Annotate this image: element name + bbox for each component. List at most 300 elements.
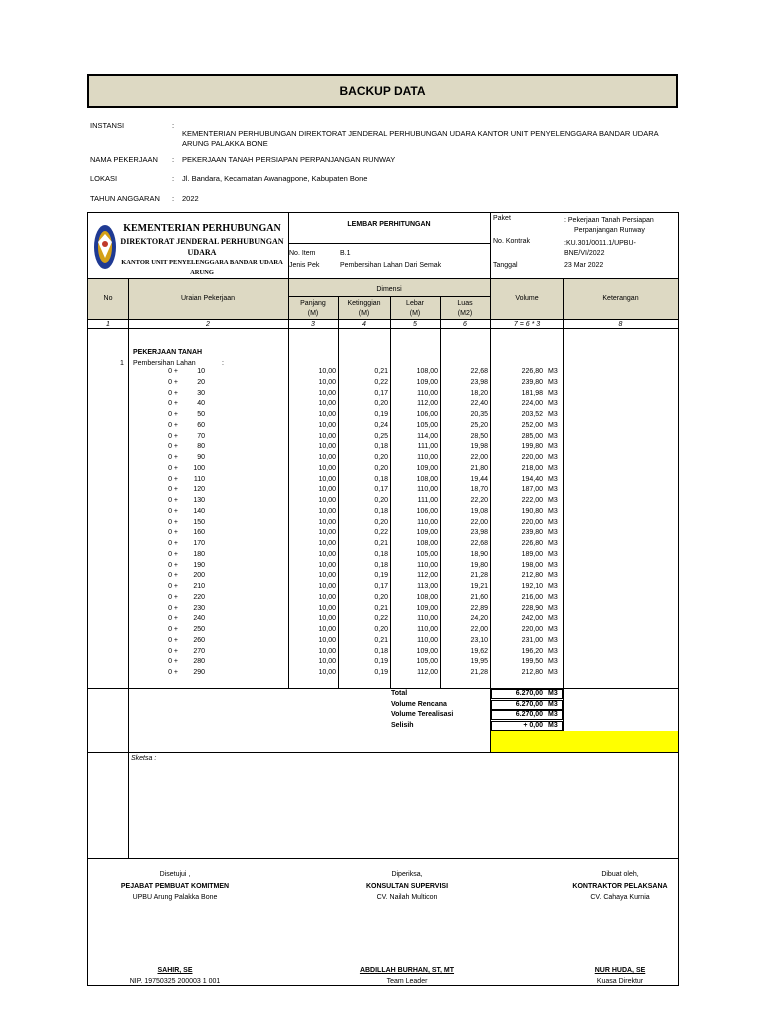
table-row [0,604,768,615]
row-lebar: 114,00 [417,432,438,440]
row-lebar: 106,00 [416,411,438,418]
row-unit: M3 [548,507,558,515]
row-sta-prefix: 0 + [168,604,178,612]
row-volume: 224,00 [521,400,543,408]
row-unit: M3 [548,432,558,440]
item-name: Pembersihan Lahan [133,360,196,367]
col-header-panjang-unit: (M) [307,310,319,317]
row-volume: 252,00 [521,421,543,429]
total-cell-border [491,689,563,699]
row-panjang: 10,00 [318,507,336,515]
col-header-luas-unit: (M2) [457,310,473,317]
row-luas: 28,50 [470,432,488,440]
row-unit: M3 [548,540,558,547]
row-luas: 19,98 [470,443,488,451]
row-ketinggian: 0,22 [374,378,388,386]
signature-top: Disetujui , [159,871,191,878]
row-unit: M3 [548,475,558,483]
row-sta-prefix: 0 + [168,400,178,408]
info-label-tahun: TAHUN ANGGARAN [90,194,160,203]
row-lebar: 112,00 [417,669,438,676]
row-unit: M3 [548,368,558,375]
col-header-keterangan: Keterangan [602,295,639,302]
table-row [0,668,768,679]
row-sta-value: 20 [197,378,205,386]
row-volume: 242,00 [521,615,543,623]
kontrak-value-1: :KU.301/0011.1/UPBU- [564,240,636,247]
row-sta-value: 230 [193,604,205,612]
row-luas: 18,70 [470,486,488,494]
row-panjang: 10,00 [318,636,336,644]
col-header-luas: Luas [457,300,473,307]
row-sta-value: 10 [197,368,205,375]
table-row [0,453,768,464]
col-index: 1 [106,321,110,328]
col-header-ketinggian: Ketinggian [347,300,381,307]
row-unit: M3 [548,529,558,537]
row-luas: 24,20 [470,615,488,623]
col-index: 4 [362,321,366,328]
row-lebar: 106,00 [416,507,438,515]
row-sta-value: 30 [197,389,205,397]
row-ketinggian: 0,22 [374,615,388,623]
row-ketinggian: 0,18 [374,443,388,451]
tanggal-value: 23 Mar 2022 [564,262,604,269]
signature-org: CV. Nailah Multicon [376,894,438,901]
row-sta-value: 70 [197,432,205,440]
row-volume: 218,00 [521,464,543,472]
row-lebar: 112,00 [417,400,438,408]
row-volume: 216,00 [521,593,543,601]
table-row [0,625,768,636]
table-row [0,636,768,647]
row-ketinggian: 0,19 [374,669,388,676]
info-colon: : [172,174,175,183]
row-ketinggian: 0,20 [374,593,388,601]
table-row [0,647,768,658]
col-header-ketinggian-unit: (M) [358,310,370,317]
row-panjang: 10,00 [318,464,336,472]
kontrak-value-2: BNE/VI/2022 [564,250,605,257]
info-value-nama-pekerjaan: PEKERJAAN TANAH PERSIAPAN PERPANJANGAN RUNWAY [182,155,396,164]
row-panjang: 10,00 [318,604,336,612]
table-row [0,496,768,507]
item-number: 1 [120,360,124,367]
row-sta-prefix: 0 + [168,583,178,590]
row-sta-prefix: 0 + [168,475,178,483]
row-ketinggian: 0,20 [374,497,388,504]
row-volume: 203,52 [521,411,543,418]
table-row [0,507,768,518]
row-panjang: 10,00 [318,368,336,375]
row-lebar: 105,00 [416,421,438,429]
info-label-lokasi: LOKASI [90,174,118,183]
row-unit: M3 [548,636,558,644]
row-ketinggian: 0,17 [374,486,388,494]
total-unit: M3 [548,721,558,729]
row-sta-value: 200 [193,572,205,580]
info-value-tahun: 2022 [182,194,199,203]
row-sta-value: 170 [193,540,205,547]
row-lebar: 110,00 [417,626,438,633]
signature-top: Dibuat oleh, [601,871,639,878]
row-volume: 199,50 [521,658,543,666]
row-unit: M3 [548,647,558,655]
row-unit: M3 [548,550,558,558]
row-panjang: 10,00 [318,615,336,623]
signature-sub: NIP. 19750325 200003 1 001 [129,978,221,985]
row-panjang: 10,00 [318,432,336,440]
row-lebar: 110,00 [417,518,438,526]
row-volume: 196,20 [521,647,543,655]
table-row [0,593,768,604]
table-row [0,378,768,389]
row-panjang: 10,00 [318,540,336,547]
info-value-instansi: KEMENTERIAN PERHUBUNGAN DIREKTORAT JENDERAL PERHUBUNGAN UDARA KANTOR UNIT PENYELENGGARA BANDAR UDARA ARUNG PALAKKA BONE [182,129,659,148]
col-index: 3 [311,321,315,328]
row-lebar: 109,00 [416,604,438,612]
item-value: B.1 [340,250,351,257]
total-unit: M3 [548,690,558,697]
row-ketinggian: 0,18 [374,475,388,483]
row-unit: M3 [548,572,558,580]
table-row [0,561,768,572]
row-sta-value: 140 [193,507,205,515]
row-panjang: 10,00 [318,497,336,504]
row-luas: 21,28 [470,572,488,580]
row-lebar: 108,00 [416,540,438,547]
row-sta-prefix: 0 + [168,432,178,440]
row-lebar: 110,00 [417,636,438,644]
row-sta-prefix: 0 + [168,593,178,601]
table-row [0,367,768,378]
row-unit: M3 [548,378,558,386]
row-lebar: 109,00 [416,378,438,386]
row-unit: M3 [548,464,558,472]
row-lebar: 111,00 [417,443,438,451]
row-lebar: 112,00 [417,572,438,580]
signature-role: KONTRAKTOR PELAKSANA [572,883,668,890]
row-sta-prefix: 0 + [168,540,178,547]
row-ketinggian: 0,17 [374,583,388,590]
row-ketinggian: 0,18 [374,507,388,515]
row-ketinggian: 0,21 [374,604,388,612]
row-ketinggian: 0,21 [374,636,388,644]
paket-value-2: Perpanjangan Runway [574,227,645,234]
kontrak-label: No. Kontrak [493,238,530,245]
row-unit: M3 [548,669,558,676]
table-row [0,475,768,486]
row-luas: 21,28 [470,669,488,676]
row-ketinggian: 0,22 [374,529,388,537]
table-row [0,485,768,496]
row-sta-prefix: 0 + [168,550,178,558]
row-sta-value: 280 [193,658,205,666]
row-lebar: 110,00 [417,615,438,623]
signature-name: ABDILLAH BURHAN, ST, MT [359,967,455,974]
row-luas: 18,20 [470,389,488,397]
row-panjang: 10,00 [318,389,336,397]
row-sta-prefix: 0 + [168,626,178,633]
row-unit: M3 [548,593,558,601]
row-ketinggian: 0,20 [374,454,388,461]
row-panjang: 10,00 [318,378,336,386]
row-sta-prefix: 0 + [168,443,178,451]
row-luas: 19,44 [470,475,488,483]
row-lebar: 109,00 [416,647,438,655]
sheet-title: LEMBAR PERHITUNGAN [347,221,431,228]
row-unit: M3 [548,454,558,461]
row-volume: 212,80 [521,572,543,580]
row-ketinggian: 0,17 [374,389,388,397]
signature-name: SAHIR, SE [157,967,193,974]
row-luas: 22,00 [470,626,488,633]
table-row [0,432,768,443]
table-row [0,442,768,453]
table-row [0,421,768,432]
row-luas: 21,80 [470,464,488,472]
row-panjang: 10,00 [318,411,336,418]
row-unit: M3 [548,497,558,504]
row-luas: 20,35 [470,411,488,418]
row-panjang: 10,00 [318,475,336,483]
jenis-value: Pembersihan Lahan Dari Semak [340,262,442,269]
signature-sub: Team Leader [386,978,428,985]
row-lebar: 110,00 [417,486,438,494]
signature-role: PEJABAT PEMBUAT KOMITMEN [120,883,230,890]
info-value-lokasi: Jl. Bandara, Kecamatan Awanagpone, Kabupaten Bone [182,174,368,183]
table-rule [87,278,679,279]
row-sta-value: 120 [193,486,205,494]
col-header-uraian: Uraian Pekerjaan [180,295,236,302]
row-panjang: 10,00 [318,561,336,569]
section-title: PEKERJAAN TANAH [133,349,203,356]
table-row [0,614,768,625]
row-volume: 226,80 [521,368,543,375]
col-index: 8 [618,321,623,328]
paket-value-1: : Pekerjaan Tanah Persiapan [564,217,654,224]
row-luas: 21,60 [470,593,488,601]
row-volume: 239,80 [521,529,543,537]
row-unit: M3 [548,615,558,623]
row-panjang: 10,00 [318,486,336,494]
paket-label: Paket [493,215,511,222]
row-ketinggian: 0,19 [374,572,388,580]
table-row [0,518,768,529]
row-luas: 18,90 [470,550,488,558]
row-ketinggian: 0,20 [374,464,388,472]
jenis-label: Jenis Pek [289,262,320,269]
row-luas: 19,95 [470,658,488,666]
row-sta-prefix: 0 + [168,389,178,397]
row-sta-value: 160 [193,529,205,537]
row-panjang: 10,00 [318,529,336,537]
total-label: Total [391,690,408,697]
row-sta-value: 260 [193,636,205,644]
row-luas: 19,08 [470,507,488,515]
table-row [0,389,768,400]
row-luas: 22,68 [470,368,488,375]
row-sta-value: 180 [193,550,205,558]
row-sta-value: 60 [197,421,205,429]
org-line-1: KEMENTERIAN PERHUBUNGAN [123,223,281,234]
col-header-volume: Volume [515,295,539,302]
row-sta-prefix: 0 + [168,572,178,580]
row-panjang: 10,00 [318,421,336,429]
row-unit: M3 [548,518,558,526]
row-volume: 220,00 [521,454,543,461]
row-unit: M3 [548,400,558,408]
info-label-instansi: INSTANSI [90,121,125,130]
garuda-emblem-icon [92,222,118,272]
row-sta-prefix: 0 + [168,507,178,515]
row-ketinggian: 0,21 [374,368,388,375]
total-cell-border [491,700,563,710]
row-lebar: 109,00 [416,529,438,537]
col-header-lebar: Lebar [406,300,424,307]
table-row [0,464,768,475]
row-unit: M3 [548,389,558,397]
table-row [0,399,768,410]
row-sta-value: 240 [193,615,205,623]
total-label: Selisih [391,721,414,729]
col-header-no: No [103,295,113,302]
info-colon: : [172,194,175,203]
row-luas: 22,89 [470,604,488,612]
row-luas: 19,21 [470,583,488,590]
total-value: + 0,00 [523,721,543,729]
row-lebar: 105,00 [416,658,438,666]
row-unit: M3 [548,583,558,590]
row-sta-value: 270 [193,647,205,655]
row-ketinggian: 0,19 [374,411,388,418]
row-lebar: 110,00 [417,389,438,397]
row-luas: 22,68 [470,540,488,547]
row-sta-value: 290 [193,669,205,676]
info-colon: : [172,121,175,130]
row-volume: 192,10 [521,583,543,590]
row-ketinggian: 0,24 [374,421,388,429]
row-volume: 181,98 [521,389,543,397]
table-row [0,657,768,668]
table-rule [87,688,679,689]
table-rule [87,858,679,859]
row-volume: 187,00 [521,486,543,494]
row-sta-value: 80 [197,443,205,451]
row-volume: 189,00 [521,550,543,558]
signature-role: KONSULTAN SUPERVISI [365,883,449,890]
table-row [0,410,768,421]
row-sta-prefix: 0 + [168,647,178,655]
row-sta-prefix: 0 + [168,486,178,494]
row-panjang: 10,00 [318,669,336,676]
row-sta-value: 220 [193,593,205,601]
col-index: 6 [463,321,467,328]
row-sta-prefix: 0 + [168,497,178,504]
row-sta-value: 50 [197,411,205,418]
row-sta-prefix: 0 + [168,529,178,537]
org-line-2: DIREKTORAT JENDERAL PERHUBUNGAN UDARA [120,237,284,257]
col-header-dimensi: Dimensi [376,286,402,293]
total-value: 6.270,00 [515,700,543,708]
highlight-cell [491,731,678,752]
row-sta-prefix: 0 + [168,411,178,418]
item-label: No. Item [289,250,316,257]
row-ketinggian: 0,18 [374,550,388,558]
row-sta-prefix: 0 + [168,636,178,644]
total-label: Volume Rencana [391,700,447,708]
row-sta-prefix: 0 + [168,561,178,569]
row-luas: 23,10 [470,636,488,644]
row-unit: M3 [548,626,558,633]
row-lebar: 110,00 [417,454,438,461]
row-sta-prefix: 0 + [168,454,178,461]
row-volume: 231,00 [521,636,543,644]
col-index: 2 [206,321,210,328]
row-unit: M3 [548,421,558,429]
row-sta-value: 40 [197,400,205,408]
row-ketinggian: 0,20 [374,400,388,408]
row-sta-value: 90 [197,454,205,461]
row-sta-prefix: 0 + [168,615,178,623]
row-unit: M3 [548,411,558,418]
row-lebar: 105,00 [416,550,438,558]
row-panjang: 10,00 [318,647,336,655]
row-panjang: 10,00 [318,443,336,451]
signature-name: NUR HUDA, SE [594,967,646,974]
row-panjang: 10,00 [318,658,336,666]
col-header-panjang: Panjang [300,300,326,307]
total-cell-border [491,721,563,731]
row-panjang: 10,00 [318,550,336,558]
row-sta-prefix: 0 + [168,464,178,472]
row-unit: M3 [548,658,558,666]
row-volume: 220,00 [521,518,543,526]
row-lebar: 109,00 [416,464,438,472]
info-block [0,0,768,210]
row-volume: 194,40 [521,475,543,483]
table-row [0,528,768,539]
row-volume: 228,90 [521,604,543,612]
col-header-lebar-unit: (M) [409,310,421,317]
header-divider [490,212,491,278]
row-unit: M3 [548,486,558,494]
row-panjang: 10,00 [318,626,336,633]
total-label: Volume Terealisasi [391,711,454,718]
row-sta-prefix: 0 + [168,368,178,375]
row-panjang: 10,00 [318,583,336,590]
row-sta-value: 150 [193,518,205,526]
row-sta-value: 250 [193,626,205,633]
row-sta-value: 190 [193,561,205,569]
item-colon: : [222,360,224,367]
signature-org: UPBU Arung Palakka Bone [132,894,218,901]
row-lebar: 111,00 [417,497,438,504]
org-line-3: KANTOR UNIT PENYELENGGARA BANDAR UDARA ARUNG [121,259,283,276]
total-value: 6.270,00 [515,690,543,697]
total-value: 6.270,00 [515,711,543,718]
row-lebar: 108,00 [416,475,438,483]
row-ketinggian: 0,20 [374,518,388,526]
row-panjang: 10,00 [318,518,336,526]
row-luas: 22,20 [470,497,488,504]
total-cell-border [491,710,563,720]
row-panjang: 10,00 [318,572,336,580]
row-luas: 23,98 [470,378,488,386]
row-volume: 285,00 [521,432,543,440]
row-volume: 220,00 [521,626,543,633]
total-unit: M3 [548,700,558,708]
